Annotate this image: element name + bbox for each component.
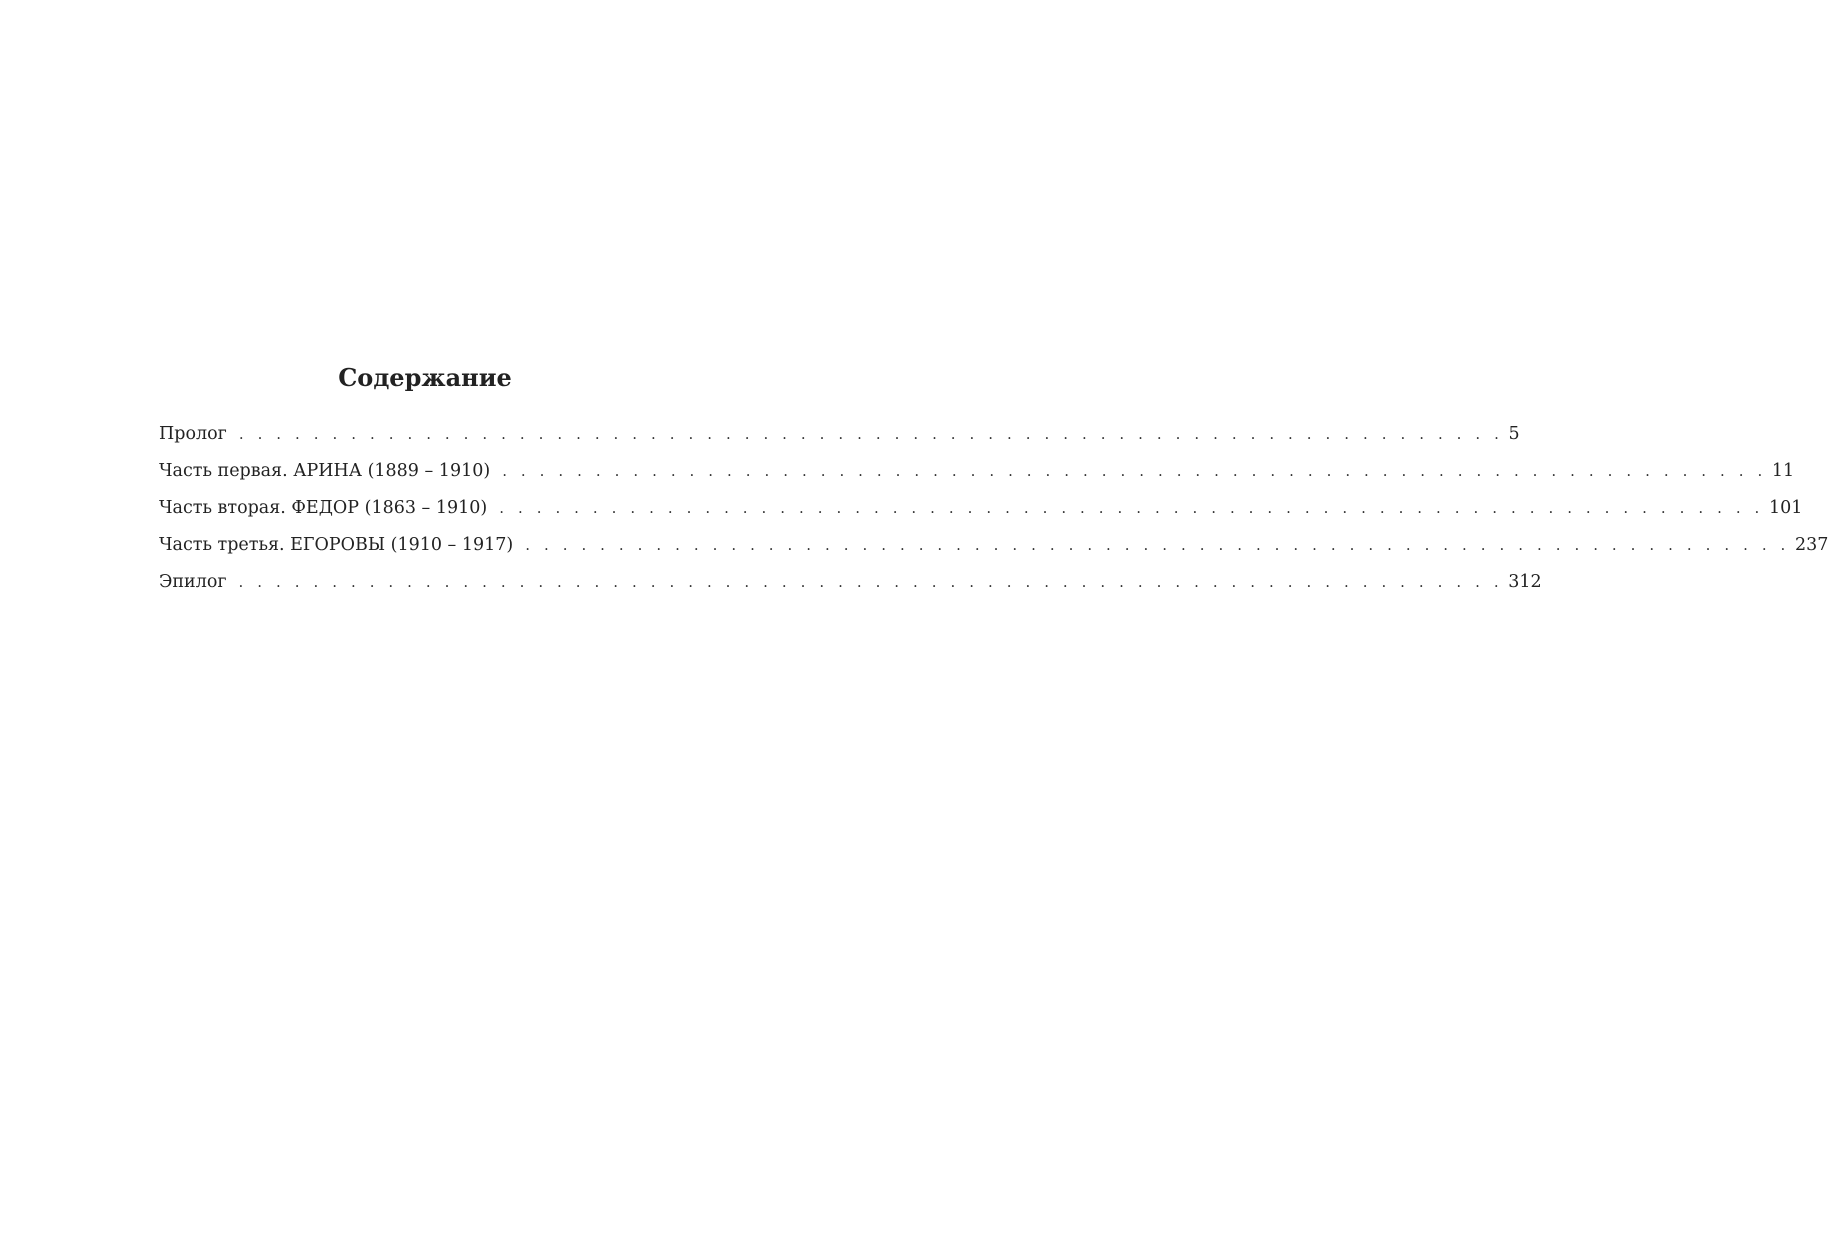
toc-entry-label: Часть первая. АРИНА (1889 – 1910)	[159, 461, 491, 481]
toc-entry-label: Пролог	[159, 424, 227, 444]
toc-entry-prologue[interactable]	[159, 418, 1520, 455]
dot-leader: . . . . . . . . . . . . . . . . . . . . . . . . . . . . . . . . . . . . . . . . . . . . . . . . . . . . . . . . . . . . . . . . . . . .	[525, 536, 1790, 554]
table-of-contents	[159, 418, 1828, 603]
toc-entry-label: Часть третья. ЕГОРОВЫ (1910 – 1917)	[159, 535, 514, 555]
dot-leader: . . . . . . . . . . . . . . . . . . . . . . . . . . . . . . . . . . . . . . . . . . . . . . . . . . . . . . . . . . . . . . . . . . . .	[499, 499, 1764, 517]
toc-entry-label: Эпилог	[159, 572, 227, 592]
dot-leader: . . . . . . . . . . . . . . . . . . . . . . . . . . . . . . . . . . . . . . . . . . . . . . . . . . . . . . . . . . . . . . . . . . . .	[238, 425, 1504, 443]
dot-leader: . . . . . . . . . . . . . . . . . . . . . . . . . . . . . . . . . . . . . . . . . . . . . . . . . . . . . . . . . . . . . . . . . . . .	[502, 462, 1767, 480]
toc-entry-page-number: 101	[1768, 498, 1803, 518]
toc-entry-page-number: 312	[1508, 572, 1542, 592]
toc-entry-page-number: 11	[1771, 461, 1795, 481]
toc-entry-label: Часть вторая. ФЕДОР (1863 – 1910)	[159, 498, 488, 518]
toc-entry-page-number: 237	[1794, 535, 1828, 555]
toc-entry-part-one[interactable]	[159, 455, 1795, 492]
toc-entry-part-three[interactable]	[159, 529, 1828, 566]
dot-leader: . . . . . . . . . . . . . . . . . . . . . . . . . . . . . . . . . . . . . . . . . . . . . . . . . . . . . . . . . . . . . . . . . . . .	[238, 573, 1504, 591]
toc-entry-epilogue[interactable]	[159, 566, 1542, 603]
toc-entry-part-two[interactable]	[159, 492, 1803, 529]
toc-title: Содержание	[338, 363, 512, 392]
toc-entry-page-number: 5	[1508, 424, 1520, 444]
